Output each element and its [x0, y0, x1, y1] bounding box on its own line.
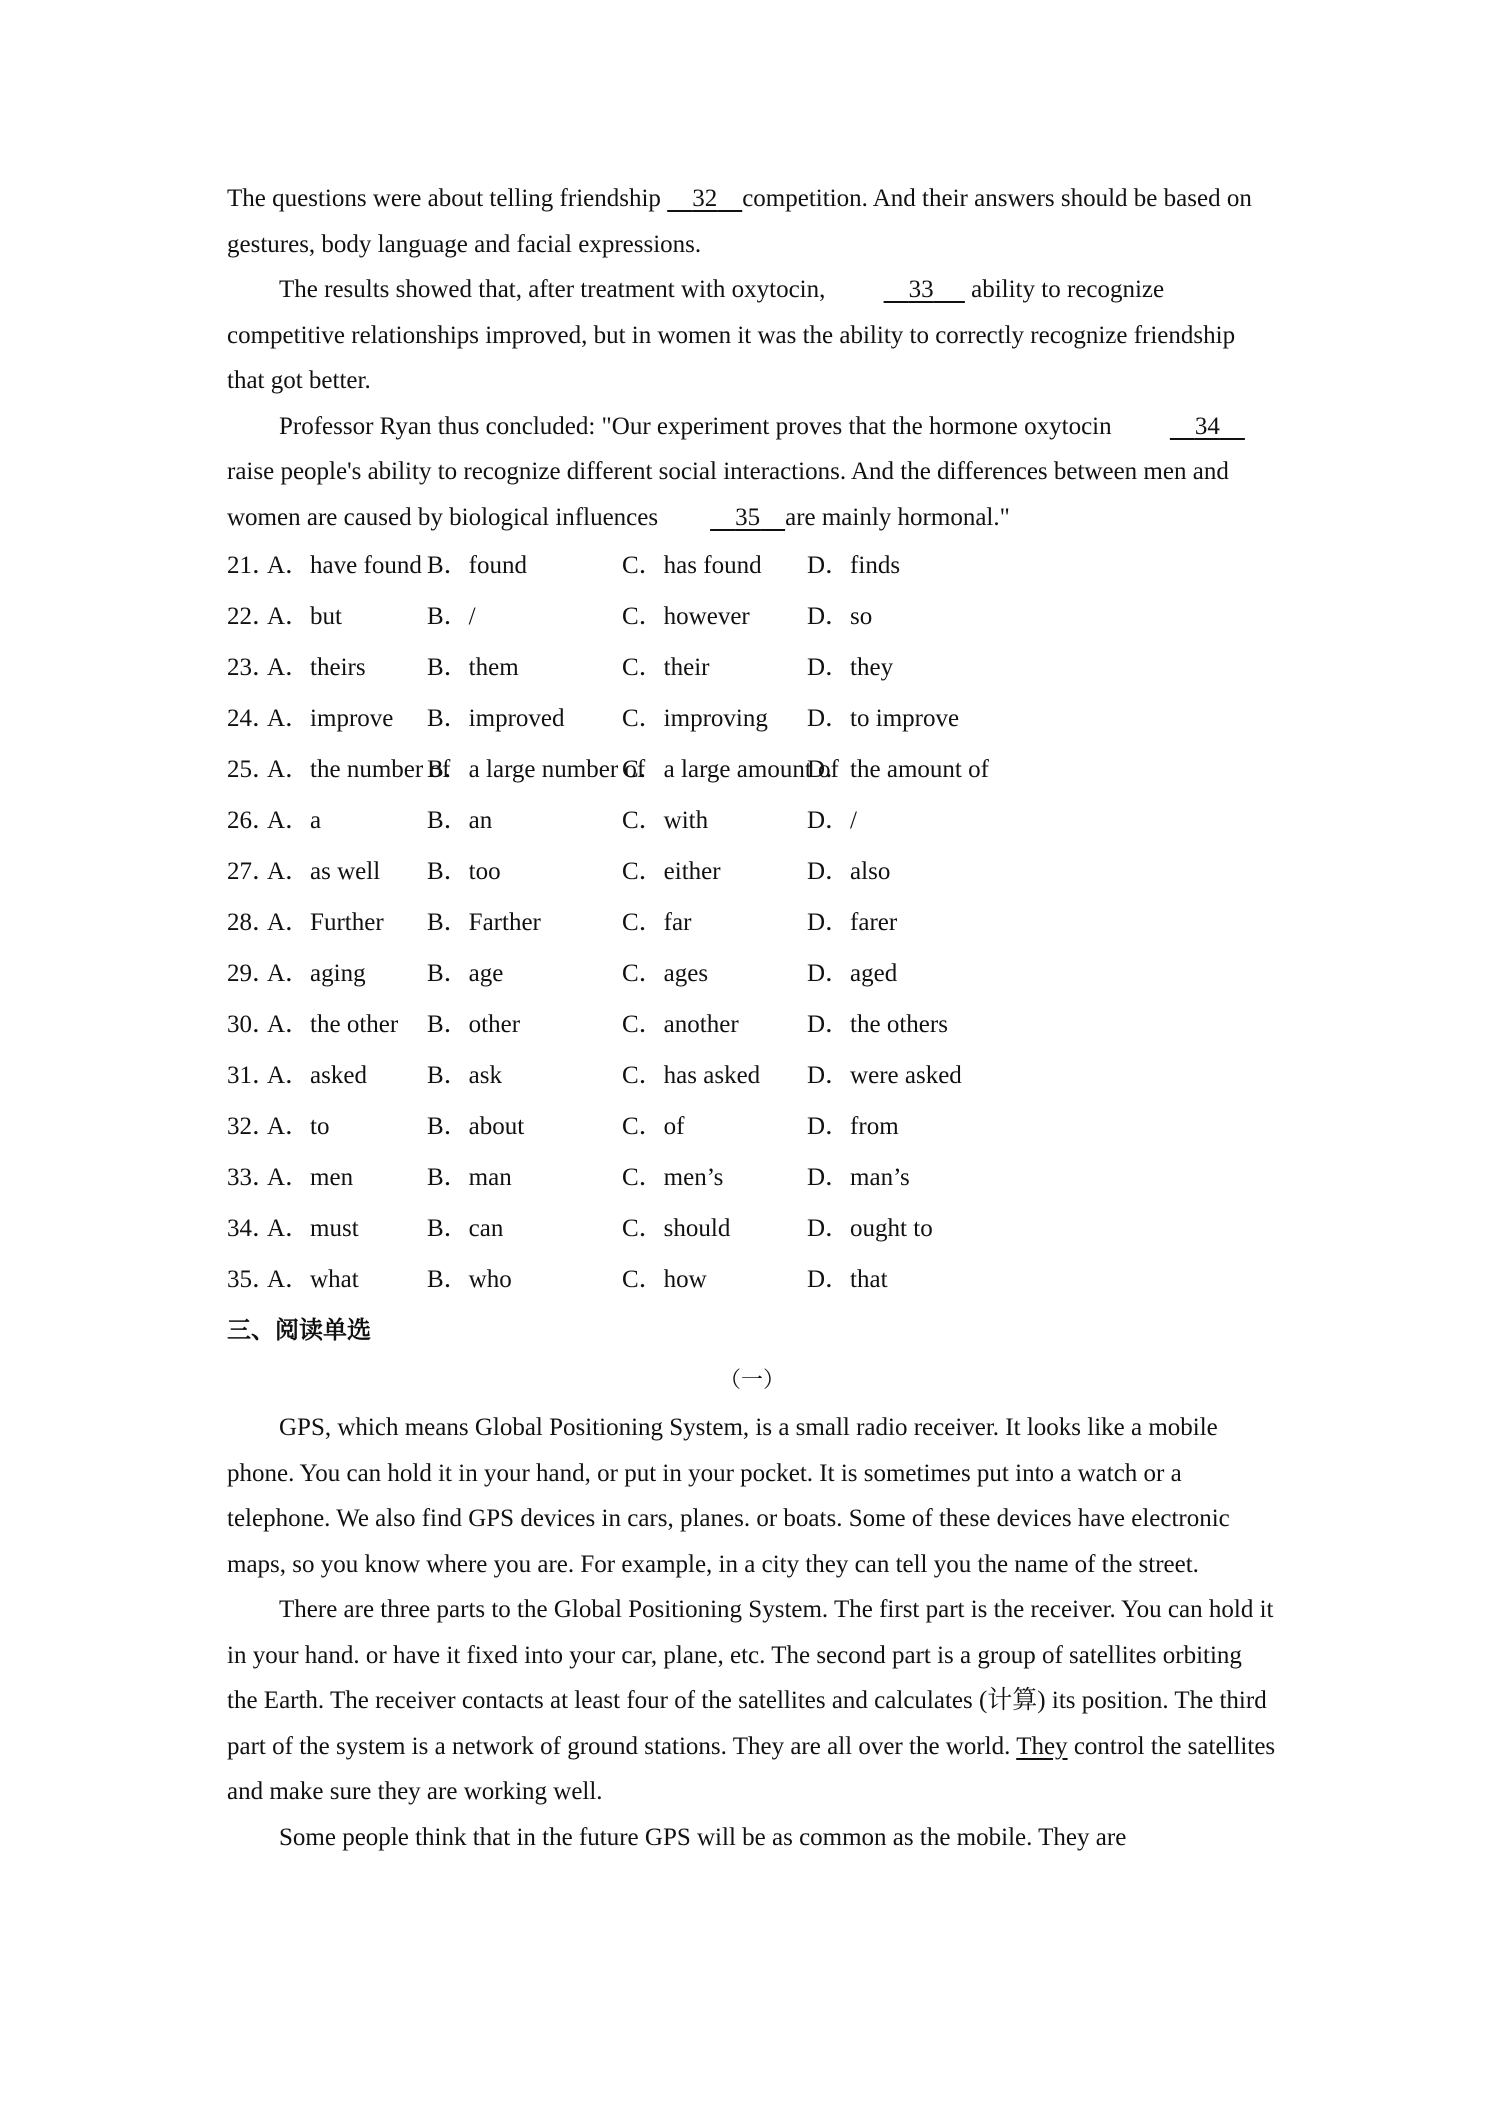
- question-number: 31．: [227, 1062, 278, 1089]
- blank-32: [667, 176, 742, 222]
- text: There are three parts to the Global Positioning System. The first part is the receiver. You can hold it in your hand. or have it fixed into your car, plane, etc. The second part is a group of satellites orbiting the Earth. The receiver contacts at least four of the satellites and calculates (计算) its position. The third part of the system is a network of ground stations. They are all over the world.: [227, 1596, 1274, 1760]
- option-a[interactable]: A．asked: [267, 1062, 367, 1089]
- passage-paragraph-3: [227, 404, 1277, 541]
- option-c[interactable]: C．another: [622, 1011, 739, 1038]
- question-number: 30．: [227, 1011, 278, 1038]
- question-row: [227, 642, 1277, 693]
- question-row: [227, 795, 1277, 846]
- question-number: 24．: [227, 705, 278, 732]
- text: raise people's ability to recognize different social interactions. And the differences between men and women are caused by biological influences: [227, 458, 1229, 531]
- option-b[interactable]: B．improved: [427, 705, 565, 732]
- option-c[interactable]: C．with: [622, 807, 709, 834]
- option-b[interactable]: B．/: [427, 603, 476, 630]
- option-d[interactable]: D．/: [807, 807, 858, 834]
- question-row: [227, 1152, 1277, 1203]
- question-row: [227, 846, 1277, 897]
- text: competition. And their answers should be based on gestures, body language and facial expressions.: [227, 185, 1252, 258]
- option-a[interactable]: A．to: [267, 1113, 330, 1140]
- question-row: [227, 693, 1277, 744]
- option-b[interactable]: B．an: [427, 807, 493, 834]
- text: ability to recognize competitive relationships improved, but in women it was the ability to correctly recognize friendship that got better.: [227, 276, 1236, 394]
- option-a[interactable]: A．men: [267, 1164, 354, 1191]
- question-number: 23．: [227, 654, 278, 681]
- option-b[interactable]: B．ask: [427, 1062, 503, 1089]
- option-d[interactable]: D．the others: [807, 1011, 948, 1038]
- text: control the satellites and make sure they are working well.: [227, 1732, 1276, 1805]
- content: [227, 176, 1277, 1860]
- option-d[interactable]: D．that: [807, 1266, 888, 1293]
- option-b[interactable]: B．other: [427, 1011, 521, 1038]
- option-b[interactable]: B．Farther: [427, 909, 541, 936]
- section-heading: 三、阅读单选: [227, 1316, 371, 1344]
- subsection-label: （一）: [718, 1367, 785, 1392]
- option-b[interactable]: B．who: [427, 1266, 512, 1293]
- question-number: 26．: [227, 807, 278, 834]
- option-a[interactable]: A．aging: [267, 960, 366, 987]
- option-b[interactable]: B．too: [427, 858, 501, 885]
- option-c[interactable]: C．their: [622, 654, 710, 681]
- option-b[interactable]: B．can: [427, 1215, 504, 1242]
- option-c[interactable]: C．improving: [622, 705, 768, 732]
- option-a[interactable]: A．Further: [267, 909, 384, 936]
- option-d[interactable]: D．aged: [807, 960, 898, 987]
- option-b[interactable]: B．found: [427, 552, 528, 579]
- option-a[interactable]: A．the other: [267, 1011, 399, 1038]
- question-row: [227, 1050, 1277, 1101]
- question-number: 25．: [227, 756, 278, 783]
- question-row: [227, 1101, 1277, 1152]
- question-number: 33．: [227, 1164, 278, 1191]
- reading-paragraph-2: [227, 1587, 1277, 1815]
- option-c[interactable]: C．however: [622, 603, 750, 630]
- option-d[interactable]: D．farer: [807, 909, 898, 936]
- option-b[interactable]: B．man: [427, 1164, 512, 1191]
- blank-number: 32: [692, 185, 718, 212]
- question-number: 27．: [227, 858, 278, 885]
- reading-paragraph-1: GPS, which means Global Positioning System, is a small radio receiver. It looks like a mobile phone. You can hold it in your hand, or put in your pocket. It is sometimes put into a watch or a telephone. We also find GPS devices in cars, planes. or boats. Some of these devices have electronic maps, so you know where you are. For example, in a city they can tell you the name of the street.: [227, 1414, 1230, 1578]
- question-row: [227, 897, 1277, 948]
- option-c[interactable]: C．a large amount of: [622, 756, 839, 783]
- text: Professor Ryan thus concluded: "Our experiment proves that the hormone oxytocin: [279, 412, 1118, 440]
- option-b[interactable]: B．them: [427, 654, 519, 681]
- question-number: 32．: [227, 1113, 278, 1140]
- option-a[interactable]: A．but: [267, 603, 343, 630]
- text: The results showed that, after treatment with oxytocin,: [279, 276, 832, 303]
- text: The questions were about telling friendship: [227, 185, 668, 212]
- option-d[interactable]: D．from: [807, 1113, 899, 1140]
- question-row: [227, 999, 1277, 1050]
- question-row: [227, 1254, 1277, 1305]
- blank-33: [832, 267, 965, 313]
- option-a[interactable]: A．what: [267, 1266, 359, 1293]
- option-d[interactable]: D．also: [807, 858, 891, 885]
- option-a[interactable]: A．theirs: [267, 654, 366, 681]
- question-number: 21．: [227, 552, 278, 579]
- option-b[interactable]: B．a large number of: [427, 756, 646, 783]
- option-d[interactable]: D．finds: [807, 552, 901, 579]
- question-row: [227, 540, 1277, 591]
- option-b[interactable]: B．about: [427, 1113, 525, 1140]
- option-d[interactable]: D．ought to: [807, 1215, 933, 1242]
- text: are mainly hormonal.": [785, 503, 1010, 531]
- option-d[interactable]: D．to improve: [807, 705, 960, 732]
- option-c[interactable]: C．has found: [622, 552, 762, 579]
- option-a[interactable]: A．a: [267, 807, 322, 834]
- option-c[interactable]: C．ages: [622, 960, 709, 987]
- blank-34: [1118, 404, 1245, 450]
- question-row: [227, 591, 1277, 642]
- option-c[interactable]: C．either: [622, 858, 721, 885]
- option-c[interactable]: C．has asked: [622, 1062, 761, 1089]
- option-d[interactable]: D．the amount of: [807, 756, 989, 783]
- option-c[interactable]: C．how: [622, 1266, 707, 1293]
- passage-paragraph-2: [227, 267, 1277, 404]
- question-row: [227, 744, 1277, 795]
- option-d[interactable]: D．man’s: [807, 1164, 910, 1191]
- option-c[interactable]: C．of: [622, 1113, 685, 1140]
- question-row: [227, 1203, 1277, 1254]
- reading-paragraph-3: Some people think that in the future GPS will be as common as the mobile. They are: [279, 1823, 1127, 1851]
- option-d[interactable]: D．were asked: [807, 1062, 962, 1089]
- option-d[interactable]: D．they: [807, 654, 894, 681]
- option-b[interactable]: B．age: [427, 960, 504, 987]
- option-c[interactable]: C．men’s: [622, 1164, 724, 1191]
- blank-35: [658, 495, 785, 541]
- option-c[interactable]: C．far: [622, 909, 692, 936]
- question-number: 35．: [227, 1266, 278, 1293]
- question-number: 34．: [227, 1215, 278, 1242]
- blank-number: 33: [908, 276, 934, 303]
- question-number: 22．: [227, 603, 278, 630]
- question-list: [227, 540, 1277, 1305]
- question-number: 29．: [227, 960, 278, 987]
- question-number: 28．: [227, 909, 278, 936]
- option-a[interactable]: A．must: [267, 1215, 359, 1242]
- option-a[interactable]: A．improve: [267, 705, 394, 732]
- option-a[interactable]: A．as well: [267, 858, 381, 885]
- blank-number: 35: [735, 503, 761, 531]
- underlined-word: They: [1016, 1732, 1068, 1760]
- passage-paragraph-1: [227, 176, 1277, 267]
- option-a[interactable]: A．have found: [267, 552, 422, 579]
- blank-number: 34: [1194, 412, 1220, 440]
- option-d[interactable]: D．so: [807, 603, 873, 630]
- option-a[interactable]: A．the number of: [267, 756, 451, 783]
- option-c[interactable]: C．should: [622, 1215, 731, 1242]
- question-row: [227, 948, 1277, 999]
